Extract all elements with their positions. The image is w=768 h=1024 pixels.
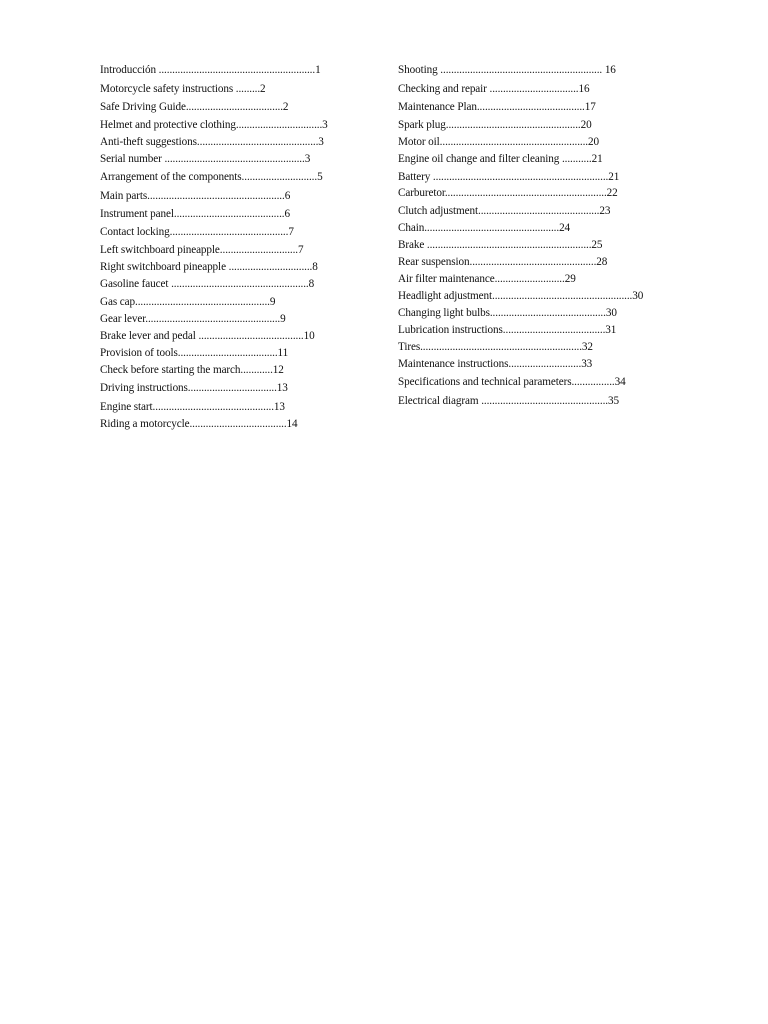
toc-entry: Specifications and technical parameters................34 (398, 376, 626, 388)
toc-entry: Brake .............................................................25 (398, 239, 603, 251)
toc-entry: Headlight adjustment....................................................30 (398, 290, 644, 302)
toc-entry: Lubrication instructions......................................31 (398, 324, 617, 336)
toc-entry: Right switchboard pineapple ...............................8 (100, 261, 318, 273)
toc-entry: Motorcycle safety instructions .........2 (100, 83, 266, 95)
toc-entry: Shooting ............................................................ 16 (398, 64, 616, 76)
toc-entry: Motor oil.......................................................20 (398, 136, 599, 148)
toc-entry: Checking and repair .................................16 (398, 83, 590, 95)
toc-entry: Riding a motorcycle....................................14 (100, 418, 298, 430)
toc-entry: Spark plug..................................................20 (398, 119, 592, 131)
toc-entry: Maintenance Plan........................................17 (398, 101, 596, 113)
toc-entry: Tires............................................................32 (398, 341, 593, 353)
toc-entry: Anti-theft suggestions.............................................3 (100, 136, 324, 148)
toc-entry: Air filter maintenance..........................29 (398, 273, 576, 285)
toc-entry: Safe Driving Guide....................................2 (100, 101, 289, 113)
toc-entry: Check before starting the march............12 (100, 364, 284, 376)
toc-entry: Provision of tools.....................................11 (100, 347, 289, 359)
toc-entry: Carburetor............................................................22 (398, 187, 618, 199)
toc-entry: Introducción ..........................................................1 (100, 64, 321, 76)
toc-entry: Main parts...................................................6 (100, 190, 291, 202)
toc-entry: Instrument panel.........................................6 (100, 208, 290, 220)
toc-entry: Left switchboard pineapple.............................7 (100, 244, 304, 256)
toc-entry: Brake lever and pedal .......................................10 (100, 330, 315, 342)
toc-entry: Changing light bulbs...........................................30 (398, 307, 617, 319)
toc-entry: Gasoline faucet ...................................................8 (100, 278, 315, 290)
toc-entry: Chain..................................................24 (398, 222, 571, 234)
toc-entry: Gas cap..................................................9 (100, 296, 276, 308)
toc-entry: Engine oil change and filter cleaning ...........21 (398, 153, 603, 165)
toc-entry: Gear lever..................................................9 (100, 313, 286, 325)
toc-entry: Maintenance instructions...........................33 (398, 358, 593, 370)
toc-entry: Rear suspension...............................................28 (398, 256, 608, 268)
toc-entry: Electrical diagram ...............................................35 (398, 395, 619, 407)
toc-entry: Clutch adjustment.............................................23 (398, 205, 611, 217)
toc-entry: Helmet and protective clothing................................3 (100, 119, 328, 131)
toc-entry: Arrangement of the components............................5 (100, 171, 323, 183)
toc-entry: Serial number ....................................................3 (100, 153, 311, 165)
toc-entry: Battery .................................................................21 (398, 171, 620, 183)
toc-entry: Engine start.............................................13 (100, 401, 285, 413)
toc-entry: Driving instructions.................................13 (100, 382, 288, 394)
toc-entry: Contact locking............................................7 (100, 226, 294, 238)
